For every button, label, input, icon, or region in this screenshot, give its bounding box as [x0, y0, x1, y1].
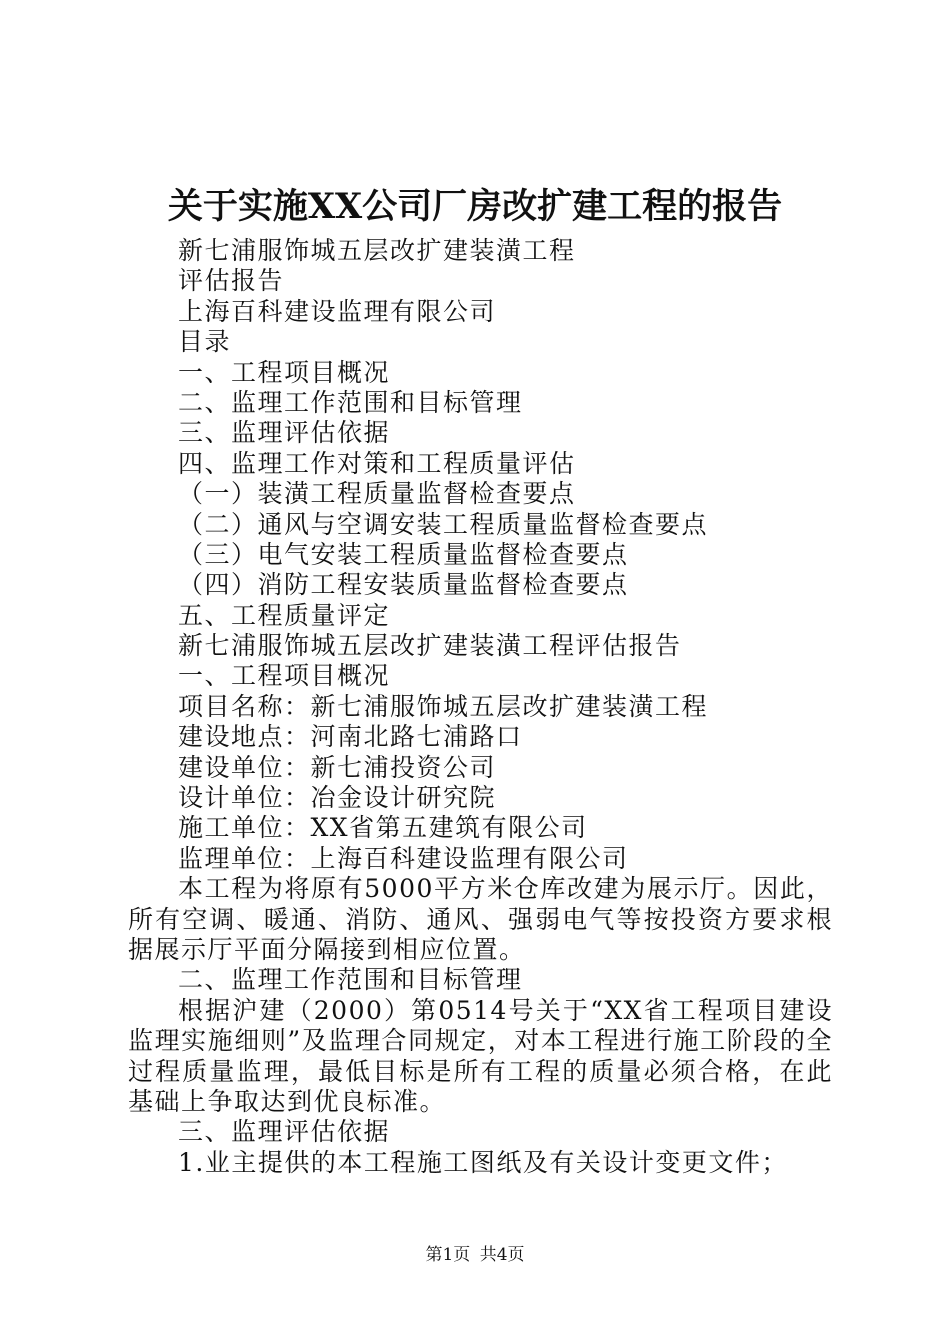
toc-subitem: （四）消防工程安装质量监督检查要点 [178, 570, 629, 600]
project-info-line: 建设地点：河南北路七浦路口 [178, 722, 523, 752]
document-title: 关于实施XX公司厂房改扩建工程的报告 [167, 186, 783, 227]
text-line: 评估报告 [178, 266, 285, 296]
list-item: 1.业主提供的本工程施工图纸及有关设计变更文件； [178, 1147, 788, 1177]
paragraph: 本工程为将原有5000平方米仓库改建为展示厅。因此，所有空调、暖通、消防、通风、强弱电气等按投资方要求根据展示厅平面分隔接到相应位置。 [128, 874, 833, 965]
section-heading: 一、工程项目概况 [178, 661, 391, 691]
toc-item: 二、监理工作范围和目标管理 [178, 387, 523, 417]
document-body [128, 236, 833, 1178]
section-heading: 二、监理工作范围和目标管理 [178, 965, 523, 995]
page-total: 共4页 [479, 1245, 525, 1265]
report-title: 新七浦服饰城五层改扩建装潢工程评估报告 [178, 631, 682, 661]
project-info-line: 建设单位：新七浦投资公司 [178, 752, 497, 782]
project-info-line: 设计单位：冶金设计研究院 [178, 783, 497, 813]
page-number: 第1页 [425, 1245, 471, 1265]
project-info-line: 项目名称：新七浦服饰城五层改扩建装潢工程 [178, 691, 709, 721]
toc-item: 五、工程质量评定 [178, 600, 391, 630]
paragraph: 根据沪建（2000）第0514号关于“XX省工程项目建设监理实施细则”及监理合同规定，对本工程进行施工阶段的全过程质量监理，最低目标是所有工程的质量必须合格，在此基础上争取达到优良标准。 [128, 995, 833, 1117]
project-info-line: 施工单位：XX省第五建筑有限公司 [178, 813, 588, 843]
toc-subitem: （三）电气安装工程质量监督检查要点 [178, 539, 629, 569]
toc-item: 一、工程项目概况 [178, 357, 391, 387]
section-heading: 三、监理评估依据 [178, 1117, 391, 1147]
toc-subitem: （一）装潢工程质量监督检查要点 [178, 479, 576, 509]
project-info-line: 监理单位：上海百科建设监理有限公司 [178, 843, 629, 873]
text-line: 上海百科建设监理有限公司 [178, 296, 497, 326]
text-line: 新七浦服饰城五层改扩建装潢工程 [178, 236, 576, 265]
toc-heading: 目录 [178, 327, 232, 357]
toc-item: 四、监理工作对策和工程质量评估 [178, 448, 576, 478]
page-footer [0, 1244, 950, 1266]
toc-subitem: （二）通风与空调安装工程质量监督检查要点 [178, 509, 709, 539]
toc-item: 三、监理评估依据 [178, 418, 391, 448]
